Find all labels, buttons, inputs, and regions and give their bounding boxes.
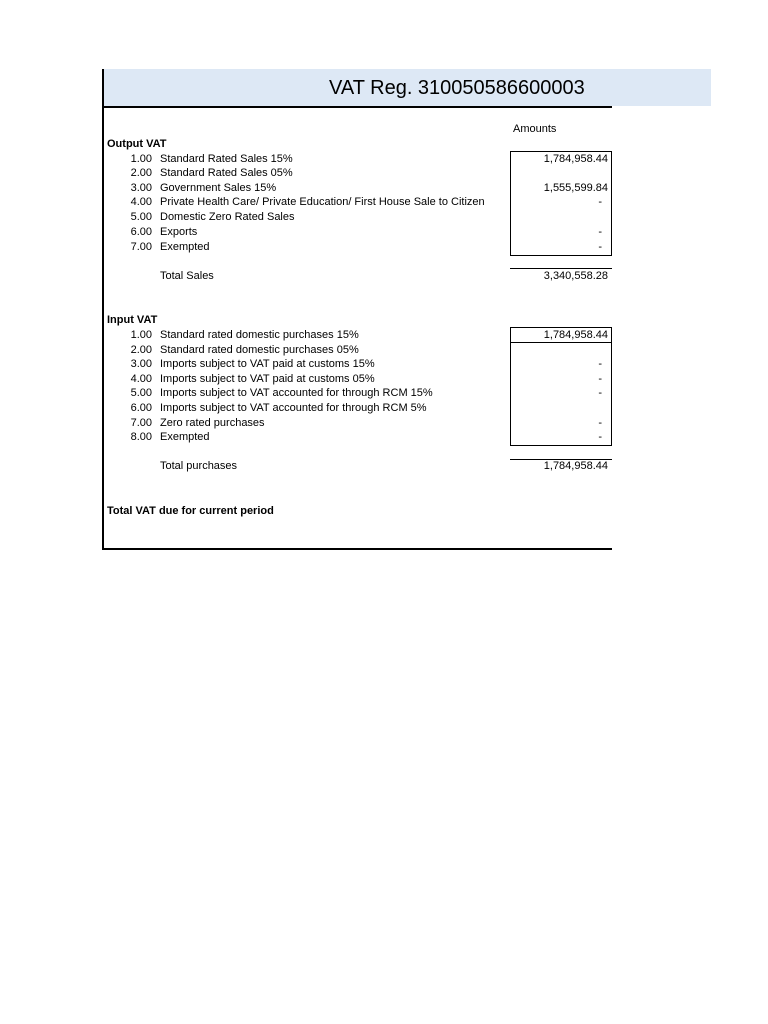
header-rule: [102, 106, 612, 108]
output-row-3-amount: 1,555,599.84: [543, 182, 608, 194]
input-row-5-label: Imports subject to VAT accounted for through RCM 15%: [160, 387, 433, 399]
amounts-column-header: Amounts: [513, 123, 557, 135]
input-row-6-label: Imports subject to VAT accounted for through RCM 5%: [160, 402, 427, 414]
output-row-4-num: 4.00: [130, 196, 152, 208]
output-row-5-num: 5.00: [130, 211, 152, 223]
input-row-7-num: 7.00: [130, 417, 152, 429]
total-sales-amount: 3,340,558.28: [543, 270, 608, 282]
input-row-7-label: Zero rated purchases: [160, 417, 265, 429]
output-row-4-amount: -: [598, 196, 602, 208]
output-row-6-num: 6.00: [130, 226, 152, 238]
page-title: VAT Reg. 310050586600003: [329, 77, 585, 99]
input-row-3-label: Imports subject to VAT paid at customs 15%: [160, 358, 375, 370]
total-purchases-amount: 1,784,958.44: [543, 460, 608, 472]
input-row-4-num: 4.00: [130, 373, 152, 385]
input-row-4-amount: -: [598, 373, 602, 385]
input-row-3-num: 3.00: [130, 358, 152, 370]
input-row-5-num: 5.00: [130, 387, 152, 399]
input-row-1-num: 1.00: [130, 329, 152, 341]
input-row-8-amount: -: [598, 431, 602, 443]
output-row-6-label: Exports: [160, 226, 198, 238]
left-border: [102, 69, 104, 550]
output-row-3-num: 3.00: [130, 182, 152, 194]
output-row-7-amount: -: [598, 241, 602, 253]
input-row-7-amount: -: [598, 417, 602, 429]
input-row-5-amount: -: [598, 387, 602, 399]
output-row-3-label: Government Sales 15%: [160, 182, 277, 194]
footer-rule: [102, 548, 612, 550]
output-row-5-label: Domestic Zero Rated Sales: [160, 211, 295, 223]
input-row-8-label: Exempted: [160, 431, 210, 443]
output-row-2-num: 2.00: [130, 167, 152, 179]
input-row-2-label: Standard rated domestic purchases 05%: [160, 344, 359, 356]
output-row-6-amount: -: [598, 226, 602, 238]
total-sales-label: Total Sales: [160, 270, 214, 282]
total-purchases-label: Total purchases: [160, 460, 238, 472]
output-row-2-label: Standard Rated Sales 05%: [160, 167, 293, 179]
input-row-1-amount: 1,784,958.44: [543, 329, 608, 341]
output-row-1-amount: 1,784,958.44: [543, 153, 608, 165]
input-vat-heading: Input VAT: [107, 314, 158, 326]
output-row-4-label: Private Health Care/ Private Education/ First House Sale to Citizen: [160, 196, 485, 208]
input-row-6-num: 6.00: [130, 402, 152, 414]
output-row-1-num: 1.00: [130, 153, 152, 165]
input-row-1-label: Standard rated domestic purchases 15%: [160, 329, 359, 341]
input-row-2-num: 2.00: [130, 344, 152, 356]
output-row-1-label: Standard Rated Sales 15%: [160, 153, 293, 165]
output-vat-heading: Output VAT: [107, 138, 167, 150]
input-row-8-num: 8.00: [130, 431, 152, 443]
output-row-7-num: 7.00: [130, 241, 152, 253]
input-row-3-amount: -: [598, 358, 602, 370]
input-row-4-label: Imports subject to VAT paid at customs 05%: [160, 373, 375, 385]
total-vat-due-label: Total VAT due for current period: [107, 505, 274, 517]
output-row-7-label: Exempted: [160, 241, 210, 253]
